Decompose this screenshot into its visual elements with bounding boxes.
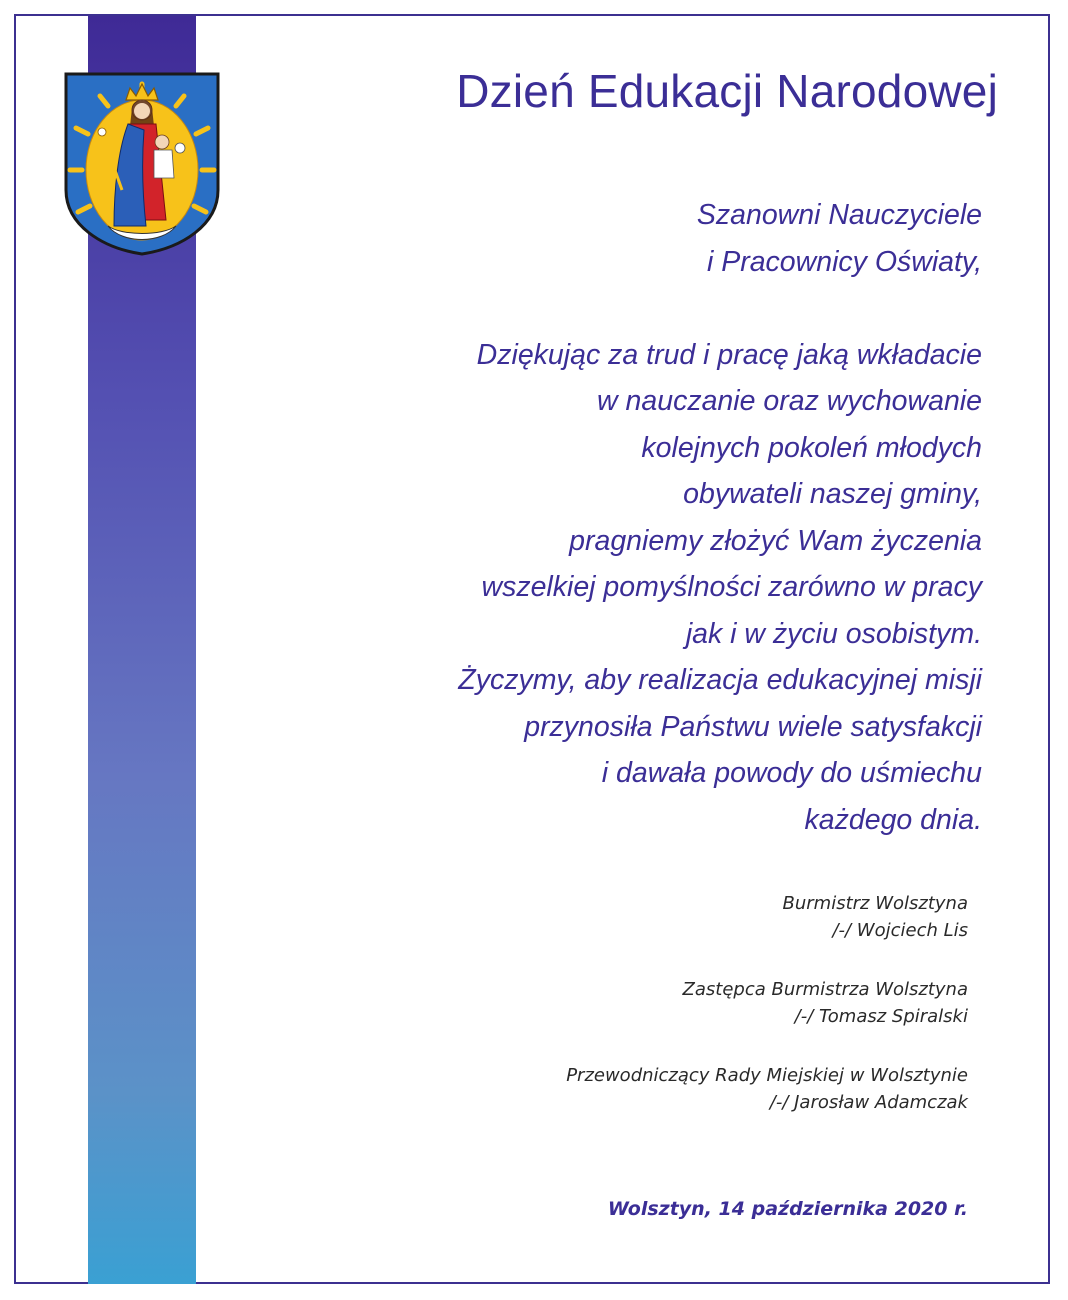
letter-line: w nauczanie oraz wychowanie — [597, 385, 982, 417]
signatures — [566, 890, 968, 1148]
letter-line: obywateli naszej gminy, — [683, 478, 982, 510]
signature-role: Burmistrz Wolsztyna — [782, 893, 968, 914]
signature-role: Zastępca Burmistrza Wolsztyna — [682, 979, 968, 1000]
letter-line: każdego dnia. — [804, 803, 982, 836]
date-line: Wolsztyn, 14 października 2020 r. — [607, 1198, 968, 1220]
page-title: Dzień Edukacji Narodowej — [456, 65, 998, 117]
signature-block — [566, 976, 968, 1030]
letter-line: kolejnych pokoleń młodych — [641, 431, 982, 464]
letter-line: pragniemy złożyć Wam życzenia — [569, 524, 982, 557]
letter-line: przynosiła Państwu wiele satysfakcji — [524, 710, 982, 743]
letter-body — [282, 192, 982, 843]
letter-line: Życzymy, aby realizacja edukacyjnej misji — [458, 664, 982, 696]
signature-name: /-/ Wojciech Lis — [832, 920, 968, 941]
paragraph-gap — [282, 285, 982, 332]
signature-block — [566, 890, 968, 944]
letter-line: i dawała powody do uśmiechu — [601, 757, 982, 789]
greeting-line: Szanowni Nauczyciele — [696, 199, 982, 231]
signature-name: /-/ Jarosław Adamczak — [769, 1092, 968, 1113]
greeting-line: i Pracownicy Oświaty, — [706, 245, 982, 278]
signature-role: Przewodniczący Rady Miejskiej w Wolsztynie — [566, 1065, 968, 1086]
letter-line: wszelkiej pomyślności zarówno w pracy — [481, 571, 982, 603]
letter-line: jak i w życiu osobistym. — [685, 617, 982, 650]
signature-name: /-/ Tomasz Spiralski — [794, 1006, 968, 1027]
coat-of-arms-icon — [62, 70, 222, 256]
signature-block — [566, 1062, 968, 1116]
letter-line: Dziękując za trud i pracę jaką wkładacie — [476, 338, 982, 371]
